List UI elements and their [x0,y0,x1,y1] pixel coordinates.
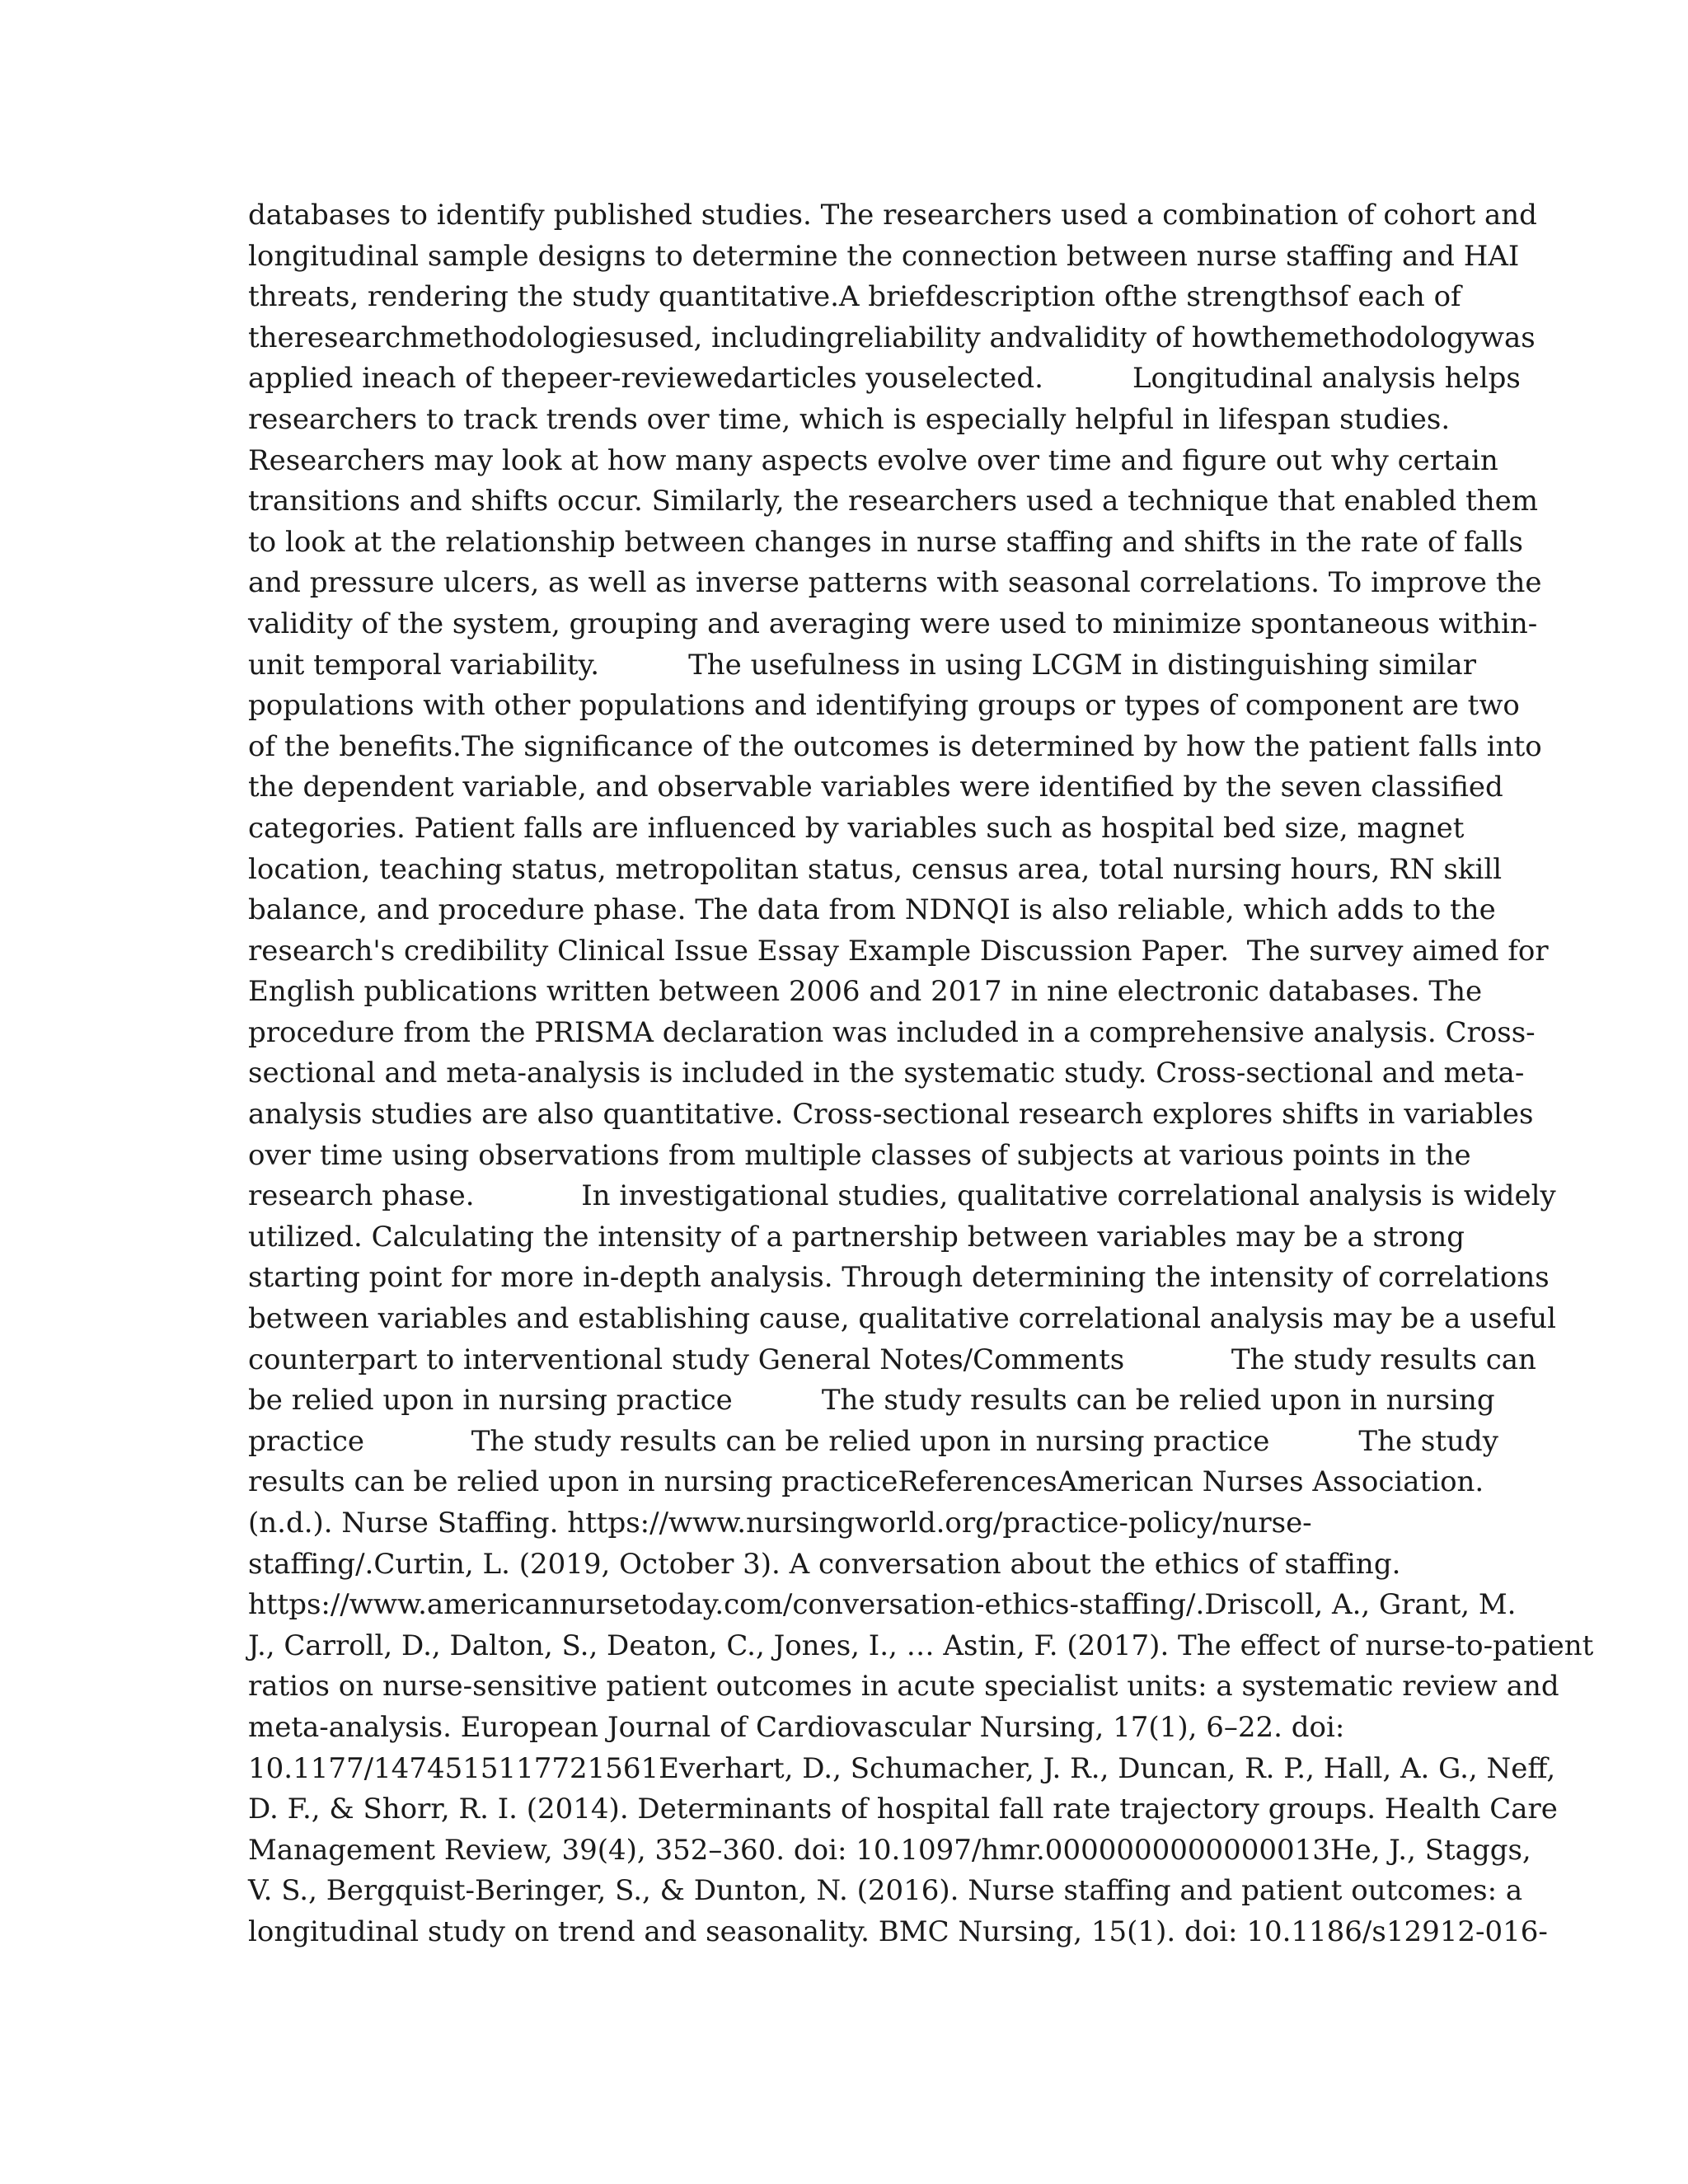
text-line: applied ineach of thepeer-reviewedarticles youselected. Longitudinal analysis helps [248,362,1521,396]
text-line: results can be relied upon in nursing practiceReferencesAmerican Nurses Association. [248,1465,1484,1499]
text-line: counterpart to interventional study General Notes/Comments The study results can [248,1343,1536,1376]
text-line: categories. Patient falls are influenced by variables such as hospital bed size, magnet [248,811,1465,845]
text-line: utilized. Calculating the intensity of a partnership between variables may be a strong [248,1220,1465,1254]
body-text [248,195,1594,1953]
text-line: Management Review, 39(4), 352–360. doi: 10.1097/hmr.0000000000000013He, J., Staggs, [248,1833,1531,1867]
text-line: analysis studies are also quantitative. Cross-sectional research explores shifts in variables [248,1098,1534,1132]
text-line: the dependent variable, and observable variables were identified by the seven classified [248,771,1503,804]
text-line: English publications written between 2006 and 2017 in nine electronic databases. The [248,975,1483,1009]
text-line: populations with other populations and identifying groups or types of component are two [248,689,1520,723]
text-line: sectional and meta-analysis is included in the systematic study. Cross-sectional and meta- [248,1057,1525,1090]
text-line: Researchers may look at how many aspects evolve over time and figure out why certain [248,443,1498,477]
text-line: 10.1177/1474515117721561Everhart, D., Schumacher, J. R., Duncan, R. P., Hall, A. G., Neff, [248,1751,1556,1785]
text-line: research phase. In investigational studies, qualitative correlational analysis is widely [248,1179,1556,1213]
text-line: procedure from the PRISMA declaration was included in a comprehensive analysis. Cross- [248,1015,1536,1049]
text-line: of the benefits.The significance of the outcomes is determined by how the patient falls into [248,729,1542,763]
text-line: longitudinal study on trend and seasonality. BMC Nursing, 15(1). doi: 10.1186/s12912-016- [248,1915,1548,1948]
text-line: between variables and establishing cause, qualitative correlational analysis may be a useful [248,1302,1556,1336]
text-line: meta-analysis. European Journal of Cardiovascular Nursing, 17(1), 6–22. doi: [248,1710,1345,1744]
text-line: starting point for more in-depth analysis. Through determining the intensity of correlations [248,1261,1550,1295]
text-line: V. S., Bergquist-Beringer, S., & Dunton, N. (2016). Nurse staffing and patient outcomes: a [248,1874,1523,1908]
text-line: longitudinal sample designs to determine the connection between nurse staffing and HAI [248,239,1520,273]
text-line: location, teaching status, metropolitan status, census area, total nursing hours, RN skill [248,852,1503,886]
text-line: ratios on nurse-sensitive patient outcomes in acute specialist units: a systematic review and [248,1670,1559,1704]
text-line: databases to identify published studies. The researchers used a combination of cohort and [248,199,1537,232]
text-line: and pressure ulcers, as well as inverse patterns with seasonal correlations. To improve the [248,566,1542,600]
text-line: practice The study results can be relied upon in nursing practice The study [248,1424,1498,1458]
text-line: unit temporal variability. The usefulness in using LCGM in distinguishing similar [248,648,1476,682]
text-line: be relied upon in nursing practice The study results can be relied upon in nursing [248,1384,1495,1418]
text-line: transitions and shifts occur. Similarly, the researchers used a technique that enabled them [248,485,1539,518]
text-line: balance, and procedure phase. The data from NDNQI is also reliable, which adds to the [248,893,1496,927]
text-line: theresearchmethodologiesused, includingreliability andvalidity of howthemethodologywas [248,321,1536,354]
text-line: researchers to track trends over time, which is especially helpful in lifespan studies. [248,402,1451,436]
text-line: threats, rendering the study quantitative.A briefdescription ofthe strengthsof each of [248,280,1461,314]
text-line: (n.d.). Nurse Staffing. https://www.nursingworld.org/practice-policy/nurse- [248,1507,1312,1540]
text-line: over time using observations from multiple classes of subjects at various points in the [248,1138,1471,1172]
text-line: J., Carroll, D., Dalton, S., Deaton, C., Jones, I., … Astin, F. (2017). The effect of nurse-to-patient [248,1629,1594,1662]
text-line: staffing/.Curtin, L. (2019, October 3). A conversation about the ethics of staffing. [248,1547,1401,1581]
text-line: D. F., & Shorr, R. I. (2014). Determinants of hospital fall rate trajectory groups. Health Care [248,1793,1558,1826]
text-line: https://www.americannursetoday.com/conversation-ethics-staffing/.Driscoll, A., Grant, M. [248,1588,1517,1622]
text-line: research's credibility Clinical Issue Essay Example Discussion Paper. The survey aimed for [248,934,1549,968]
text-line: to look at the relationship between changes in nurse staffing and shifts in the rate of falls [248,525,1523,559]
text-line: validity of the system, grouping and averaging were used to minimize spontaneous within- [248,607,1538,640]
